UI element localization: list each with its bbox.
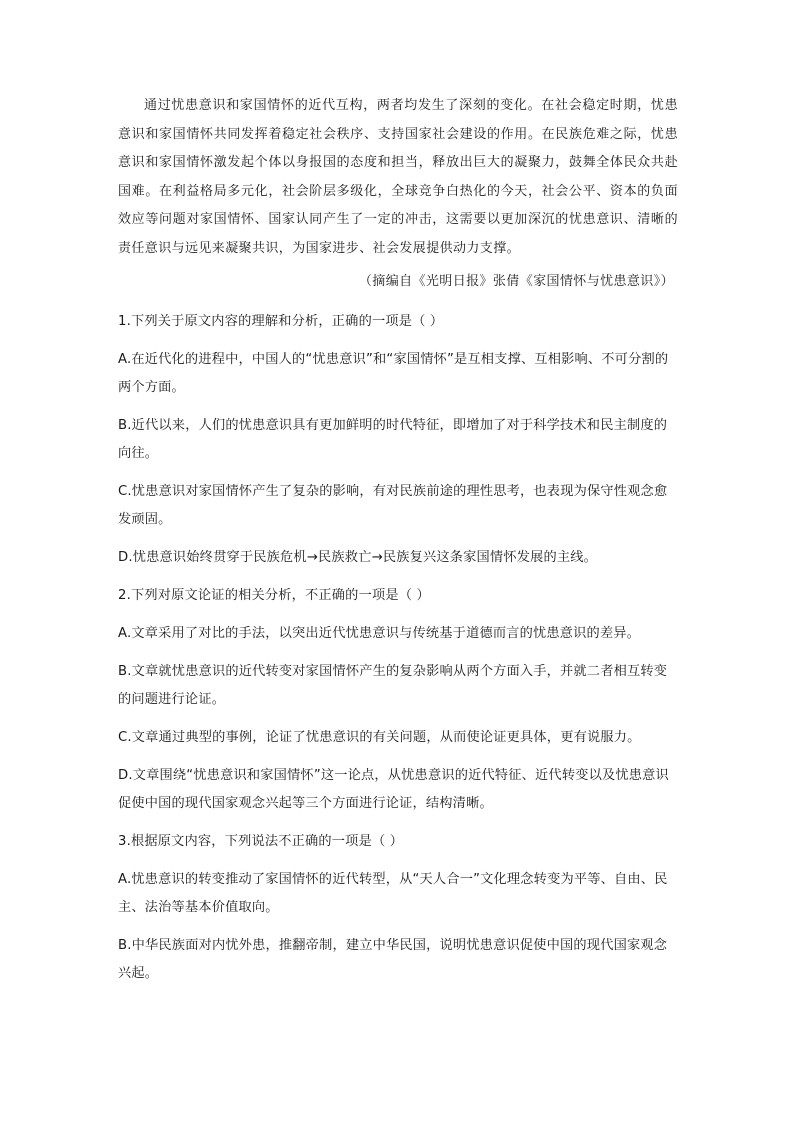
- question-3-option-b: B.中华民族面对内忧外患，推翻帝制，建立中华民国，说明忧患意识促使中国的现代国家观念兴起。: [118, 938, 668, 981]
- questions-section: [118, 308, 678, 998]
- question-1-option-b: B.近代以来，人们的忧患意识具有更加鲜明的时代特征，即增加了对于科学技术和民主制度的向往。: [118, 418, 668, 461]
- passage-source: （摘编自《光明日报》张倩《家国情怀与忧患意识》）: [358, 274, 674, 289]
- question-3-stem: 3.根据原文内容，下列说法不正确的一项是（ ）: [118, 834, 404, 849]
- passage-paragraph: 通过忧患意识和家国情怀的近代互构，两者均发生了深刻的变化。在社会稳定时期，忧患意识和家国情怀共同发挥着稳定社会秩序、支持国家社会建设的作用。在民族危难之际，忧患意识和家国情怀激发起个体以身报国的态度和担当，释放出巨大的凝聚力，鼓舞全体民众共赴国难。在利益格局多元化，社会阶层多级化，全球竞争白热化的今天，社会公平、资本的负面效应等问题对家国情怀、国家认同产生了一定的冲击，这需要以更加深沉的忧患意识、清晰的责任意识与远见来凝聚共识，为国家进步、社会发展提供动力支撑。: [118, 98, 678, 256]
- question-1-option-c: C.忧患意识对家国情怀产生了复杂的影响，有对民族前途的理性思考，也表现为保守性观念愈发顽固。: [118, 484, 668, 527]
- question-2-option-c: C.文章通过典型的事例，论证了忧患意识的有关问题，从而使论证更具体，更有说服力。: [118, 730, 641, 745]
- question-2-option-d: D.文章围绕“忧患意识和家国情怀”这一论点，从忧患意识的近代特征、近代转变以及忧患意识促使中国的现代国家观念兴起等三个方面进行论证，结构清晰。: [118, 768, 669, 811]
- question-2-option-a: A.文章采用了对比的手法，以突出近代忧患意识与传统基于道德而言的忧患意识的差异。: [118, 626, 641, 641]
- question-3-option-a: A.忧患意识的转变推动了家国情怀的近代转型，从“天人合一”文化理念转变为平等、自由、民主、法治等基本价值取向。: [118, 872, 668, 915]
- question-1-option-a: A.在近代化的进程中，中国人的“忧患意识”和“家国情怀”是互相支撑、互相影响、不可分割的两个方面。: [118, 352, 669, 395]
- question-1-option-d: D.忧患意识始终贯穿于民族危机→民族救亡→民族复兴这条家国情怀发展的主线。: [118, 550, 598, 565]
- question-2-option-b: B.文章就忧患意识的近代转变对家国情怀产生的复杂影响从两个方面入手，并就二者相互转变的问题进行论证。: [118, 664, 668, 707]
- question-1-stem: 1.下列关于原文内容的理解和分析，正确的一项是（ ）: [118, 314, 444, 329]
- question-2-stem: 2.下列对原文论证的相关分析，不正确的一项是（ ）: [118, 588, 430, 603]
